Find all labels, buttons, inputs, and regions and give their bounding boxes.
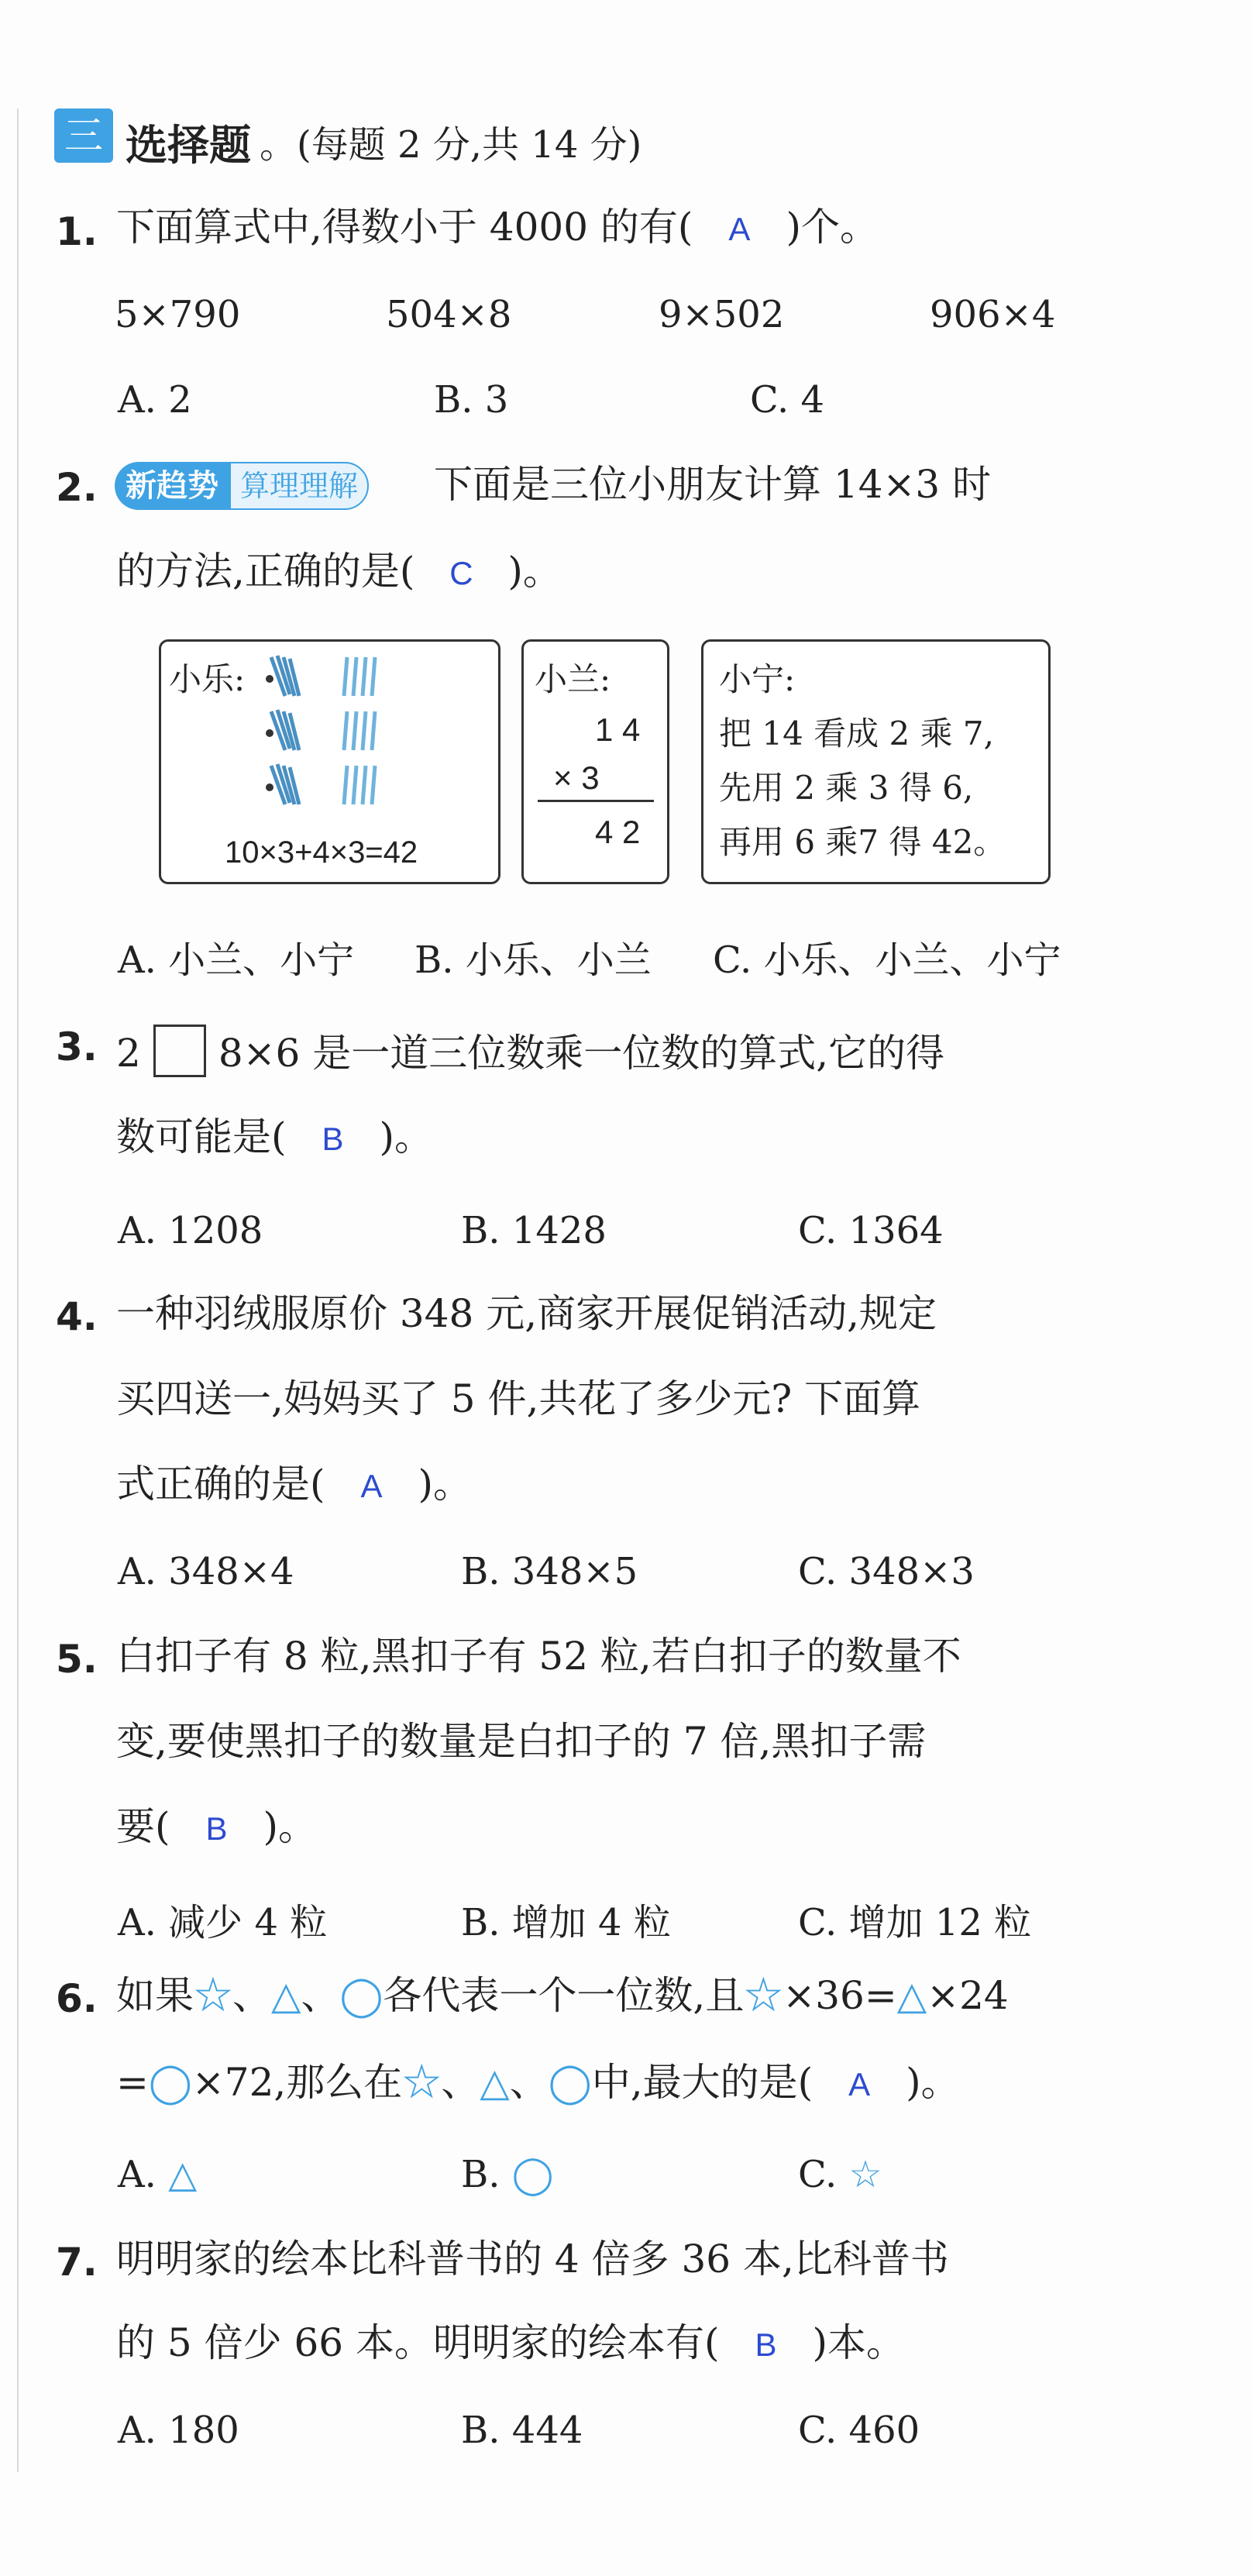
triangle-icon: △	[480, 2060, 510, 2105]
method-box-xiaoning	[701, 639, 1051, 884]
q5-option-c: C. 增加 12 粒	[798, 1901, 1032, 1944]
q6-opt-b-label: B.	[461, 2153, 500, 2196]
q6-stem-line1	[116, 1973, 1009, 2018]
q7-option-b: B. 444	[461, 2409, 583, 2452]
q6-option-b	[461, 2153, 554, 2196]
q7-stem-line2	[116, 2320, 906, 2365]
q6-t4: ×24	[927, 1973, 1009, 2018]
q6-option-c	[798, 2153, 882, 2196]
q5-stem-line1: 白扣子有 8 粒,黑扣子有 52 粒,若白扣子的数量不	[116, 1634, 961, 1679]
q7-option-a: A. 180	[118, 2409, 239, 2452]
q6-t6: ×72,那么在	[191, 2060, 403, 2105]
q6-t5: =	[116, 2060, 149, 2105]
q6-option-a	[118, 2153, 197, 2196]
q1-stem-b: )个。	[786, 205, 879, 250]
method-box-xiaolan	[521, 639, 669, 884]
q6-number: 6.	[56, 1976, 98, 2021]
circle-icon: ◯	[148, 2060, 192, 2105]
q6-t2: 各代表一个一位数,且	[383, 1973, 745, 2018]
q3-stem-a: 8×6 是一道三位数乘一位数的算式,它的得	[218, 1031, 945, 1076]
method-box-xiaole	[159, 639, 500, 884]
q2-stem-line1: 下面是三位小朋友计算 14×3 时	[434, 462, 992, 507]
q4-option-c: C. 348×3	[798, 1550, 975, 1593]
q2-stem-b: 的方法,正确的是(	[116, 549, 415, 594]
q6-sep-4: 、	[509, 2060, 549, 2105]
q3-stem-c: )。	[379, 1114, 434, 1159]
q2-stem-c: )。	[507, 549, 562, 594]
q6-t8: )。	[906, 2060, 960, 2105]
section-title: 选择题	[126, 121, 251, 170]
q3-option-c: C. 1364	[798, 1209, 944, 1252]
q6-t7: 中,最大的是(	[591, 2060, 813, 2105]
star-icon: ☆	[402, 2060, 442, 2105]
xiaolan-row3: 4 2	[595, 814, 641, 850]
q4-stem-line1: 一种羽绒服原价 348 元,商家开展促销活动,规定	[116, 1291, 937, 1336]
star-icon: ☆	[744, 1973, 783, 2018]
xiaoning-line1: 把 14 看成 2 乘 7,	[719, 715, 994, 752]
triangle-icon: △	[896, 1973, 927, 2018]
q2-tag	[115, 462, 369, 510]
q7-stem-b: 的 5 倍少 66 本。明明家的绘本有(	[116, 2320, 720, 2365]
star-icon: ☆	[194, 1973, 232, 2018]
q5-stem-line2: 变,要使黑扣子的数量是白扣子的 7 倍,黑扣子需	[116, 1719, 927, 1764]
q1-expr-1: 5×790	[115, 293, 241, 336]
q2-number: 2.	[56, 465, 98, 510]
single-sticks-icon	[344, 657, 375, 804]
xiaoning-line3: 再用 6 乘7 得 42。	[719, 823, 1006, 861]
q6-t3: ×36=	[782, 1973, 897, 2018]
q2-option-c: C. 小乐、小兰、小宁	[713, 938, 1061, 982]
q3-answer: B	[322, 1121, 344, 1157]
q3-number: 3.	[56, 1025, 98, 1069]
q2-answer: C	[449, 555, 473, 591]
q3-stem-b: 数可能是(	[116, 1114, 287, 1159]
q5-option-a: A. 减少 4 粒	[118, 1901, 328, 1944]
q6-answer: A	[848, 2066, 871, 2102]
q1-answer: A	[728, 211, 751, 247]
q2-tag-right: 算理理解	[229, 462, 369, 510]
q4-option-a: A. 348×4	[118, 1550, 294, 1593]
section-note: 。(每题 2 分,共 14 分)	[260, 123, 642, 167]
circle-icon: ◯	[548, 2060, 592, 2105]
q7-stem-c: )本。	[812, 2320, 906, 2365]
q5-answer: B	[205, 1810, 228, 1847]
q3-stem-pre: 2	[116, 1031, 141, 1076]
q1-option-c: C. 4	[750, 378, 825, 422]
xiaole-formula: 10×3+4×3=42	[225, 835, 418, 870]
xiaolan-row1: 1 4	[595, 711, 641, 748]
q2-tag-left: 新趋势	[115, 462, 229, 510]
triangle-icon: △	[168, 2153, 198, 2196]
q3-option-b: B. 1428	[461, 1209, 607, 1252]
q7-answer: B	[755, 2326, 777, 2363]
q4-answer: A	[360, 1468, 383, 1504]
q5-stem-d: )。	[263, 1804, 318, 1849]
xiaolan-label: 小兰:	[535, 660, 611, 698]
bundle-sticks-illustration	[254, 649, 456, 820]
q1-number: 1.	[56, 209, 98, 254]
q7-option-c: C. 460	[798, 2409, 920, 2452]
q1-option-a: A. 2	[118, 378, 192, 422]
stick-bundle-icon	[271, 656, 299, 804]
q2-stem-line2	[116, 549, 562, 594]
q1-expr-2: 504×8	[386, 293, 512, 336]
q3-blank-box	[153, 1025, 206, 1077]
q6-opt-c-label: C.	[798, 2153, 838, 2196]
q1-expr-3: 9×502	[659, 293, 785, 336]
q4-option-b: B. 348×5	[461, 1550, 638, 1593]
q2-option-b: B. 小乐、小兰	[414, 938, 652, 982]
q6-sep-2: 、	[301, 1973, 340, 2018]
q5-stem-line3	[116, 1804, 318, 1849]
q3-option-a: A. 1208	[118, 1209, 263, 1252]
q3-stem-line2	[116, 1114, 434, 1159]
q2-option-a: A. 小兰、小宁	[118, 938, 355, 982]
q3-stem-line1	[116, 1025, 944, 1077]
xiaolan-row2: × 3	[553, 759, 600, 796]
q1-stem-a: 下面算式中,得数小于 4000 的有(	[116, 205, 693, 250]
margin-rule	[17, 108, 19, 2472]
q4-number: 4.	[56, 1294, 98, 1339]
q1-stem	[116, 205, 879, 250]
q6-sep-1: 、	[232, 1973, 271, 2018]
q6-stem-line2	[116, 2060, 960, 2105]
xiaoning-line2: 先用 2 乘 3 得 6,	[719, 769, 974, 807]
q5-stem-c: 要(	[116, 1804, 170, 1849]
q4-stem-line2: 买四送一,妈妈买了 5 件,共花了多少元? 下面算	[116, 1376, 921, 1421]
q6-sep-3: 、	[441, 2060, 480, 2105]
circle-icon: ◯	[339, 1973, 384, 2018]
triangle-icon: △	[271, 1973, 301, 2018]
q4-stem-line3	[116, 1462, 473, 1507]
q6-opt-a-label: A.	[118, 2153, 156, 2196]
q1-option-b: B. 3	[434, 378, 509, 422]
q4-stem-d: )。	[418, 1462, 473, 1507]
q4-stem-c: 式正确的是(	[116, 1462, 325, 1507]
xiaolan-underline	[538, 800, 654, 802]
q5-number: 5.	[56, 1637, 98, 1682]
section-badge: 三	[54, 108, 113, 163]
xiaole-label: 小乐:	[169, 660, 246, 698]
q6-t1: 如果	[116, 1973, 194, 2018]
q1-expr-4: 906×4	[930, 293, 1056, 336]
star-icon: ☆	[848, 2153, 882, 2196]
q7-stem-line1: 明明家的绘本比科普书的 4 倍多 36 本,比科普书	[116, 2237, 949, 2282]
circle-icon: ◯	[511, 2153, 554, 2196]
q5-option-b: B. 增加 4 粒	[461, 1901, 671, 1944]
xiaoning-label: 小宁:	[719, 660, 796, 698]
q7-number: 7.	[56, 2240, 98, 2285]
